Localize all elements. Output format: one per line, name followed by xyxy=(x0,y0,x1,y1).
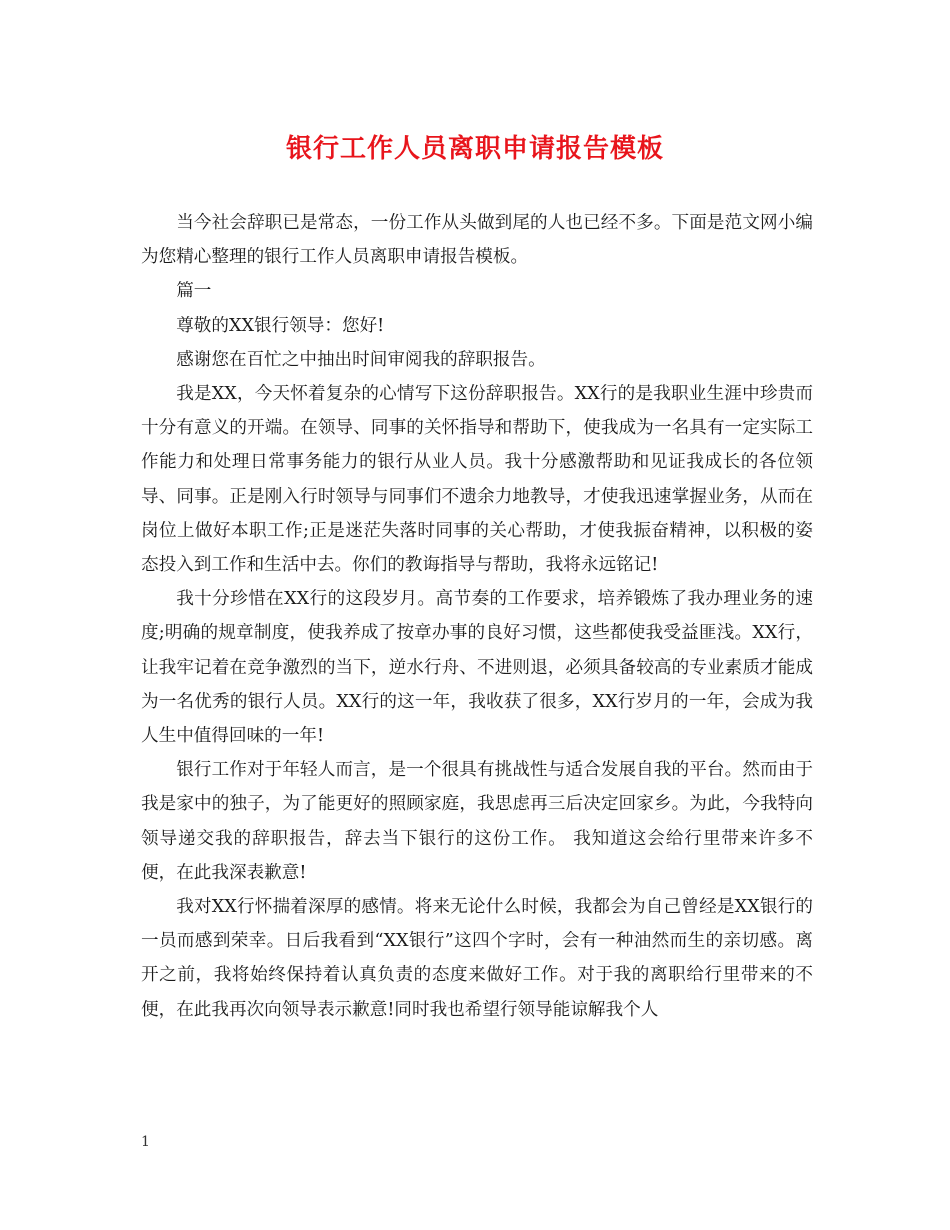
paragraph-body-1: 我是XX，今天怀着复杂的心情写下这份辞职报告。XX行的是我职业生涯中珍贵而十分有意义的开端。在领导、同事的关怀指导和帮助下，使我成为一名具有一定实际工作能力和处理日常事务能力的银行从业人员。我十分感激帮助和见证我成长的各位领导、同事。正是刚入行时领导与同事们不遗余力地教导，才使我迅速掌握业务，从而在岗位上做好本职工作;正是迷茫失落时同事的关心帮助，才使我振奋精神，以积极的姿态投入到工作和生活中去。你们的教诲指导与帮助，我将永远铭记! xyxy=(141,384,813,576)
paragraph-body-3: 银行工作对于年轻人而言，是一个很具有挑战性与适合发展自我的平台。然而由于我是家中的独子，为了能更好的照顾家庭，我思虑再三后决定回家乡。为此，今我特向领导递交我的辞职报告，辞去当下银行的这份工作。 我知道这会给行里带来许多不便，在此我深表歉意! xyxy=(141,760,813,883)
paragraph-body-2: 我十分珍惜在XX行的这段岁月。高节奏的工作要求，培养锻炼了我办理业务的速度;明确的规章制度，使我养成了按章办事的良好习惯，这些都使我受益匪浅。XX行，让我牢记着在竞争激烈的当下，逆水行舟、不进则退，必须具备较高的专业素质才能成为一名优秀的银行人员。XX行的这一年，我收获了很多，XX行岁月的一年，会成为我人生中值得回味的一年! xyxy=(141,589,813,747)
paragraph-section-label: 篇一 xyxy=(176,281,212,302)
document-body xyxy=(141,206,813,1027)
page-number: 1 xyxy=(141,1134,150,1150)
paragraph-salutation: 尊敬的XX银行领导：您好! xyxy=(176,315,385,336)
paragraph-body-4: 我对XX行怀揣着深厚的感情。将来无论什么时候，我都会为自己曾经是XX银行的一员而感到荣幸。日后我看到“XX银行”这四个字时，会有一种油然而生的亲切感。离开之前，我将始终保持着认真负责的态度来做好工作。对于我的离职给行里带来的不便，在此我再次向领导表示歉意!同时我也希望行领导能谅解我个人 xyxy=(141,897,813,1020)
document-title: 银行工作人员离职申请报告模板 xyxy=(285,134,664,164)
paragraph-intro: 当今社会辞职已是常态，一份工作从头做到尾的人也已经不多。下面是范文网小编为您精心整理的银行工作人员离职申请报告模板。 xyxy=(141,213,813,268)
paragraph-thanks: 感谢您在百忙之中抽出时间审阅我的辞职报告。 xyxy=(176,349,546,370)
